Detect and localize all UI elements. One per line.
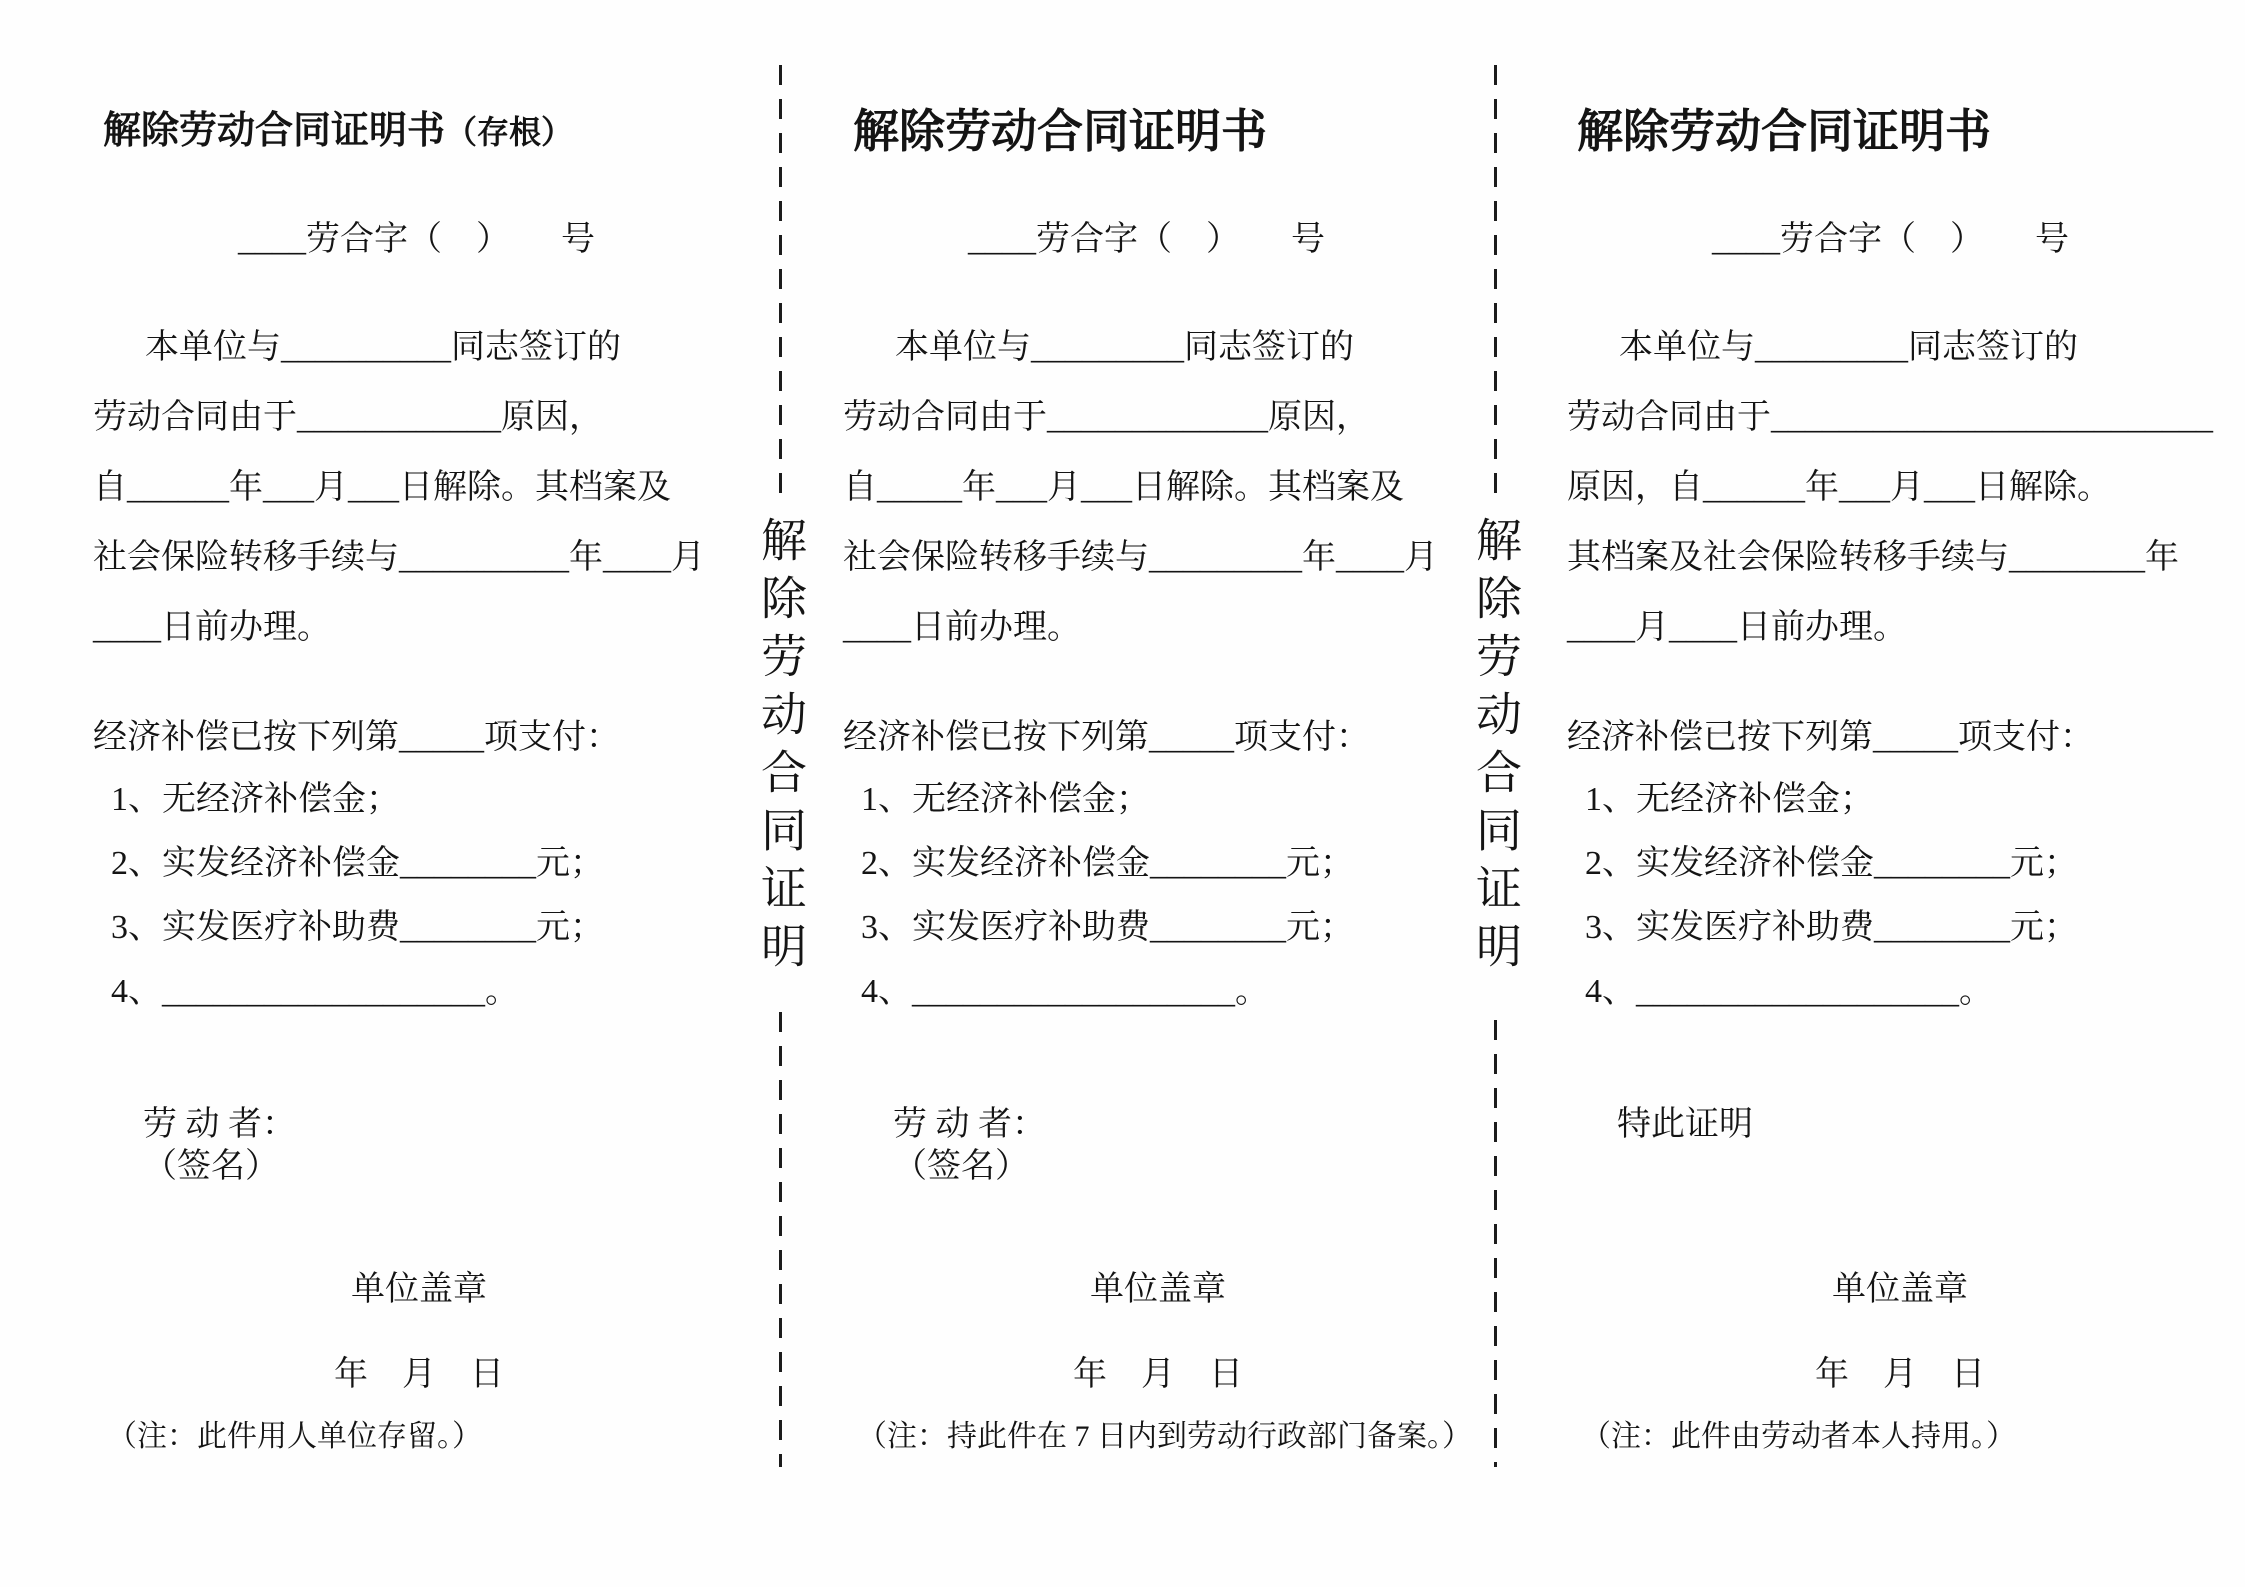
fold-dashed-line-top [779,65,782,500]
compensation-option-4: 4、___________________。 [111,973,519,1010]
fold-line-vertical-label: 解除劳动合同证明 [1470,516,1521,980]
compensation-option-1: 1、无经济补偿金； [111,781,400,818]
form-copy-employee [1567,0,2233,1587]
compensation-options [1585,768,2078,1024]
signature-hint: （签名） [143,1148,279,1185]
compensation-option-1: 1、无经济补偿金； [861,781,1150,818]
body-paragraph [93,313,745,663]
date-line: 年 月 日 [1815,1356,1985,1393]
compensation-option-3: 3、实发医疗补助费________元； [1585,909,2078,946]
compensation-option-2: 2、实发经济补偿金________元； [1585,845,2078,882]
form-title [93,100,745,163]
signature-hint: （签名） [893,1148,1029,1185]
compensation-option-4: 4、___________________。 [1585,973,1993,1010]
date-line: 年 月 日 [1073,1356,1243,1393]
worker-signature-label: 劳 动 者： [893,1106,1046,1143]
fold-dashed-line-bottom [779,1012,782,1467]
body-line: 社会保险转移手续与_________年____月 [843,539,1438,576]
date-line: 年 月 日 [334,1356,504,1393]
form-title-suffix: （存根） [445,114,574,150]
compensation-option-1: 1、无经济补偿金； [1585,781,1874,818]
footnote: （注：此件由劳动者本人持用。） [1581,1420,2016,1453]
compensation-options [861,768,1354,1024]
fold-dashed-line-top [1494,65,1497,503]
body-line: 劳动合同由于____________原因， [93,399,603,436]
form-title-text: 解除劳动合同证明书 [1577,105,1991,157]
reference-number-line: ____劳合字（ ） 号 [1712,221,2069,258]
footnote: （注：持此件在 7 日内到劳动行政部门备案。） [857,1420,1472,1453]
footnote: （注：此件用人单位存留。） [107,1420,482,1453]
worker-signature-block [143,1104,296,1188]
fold-dashed-line-bottom [1494,1020,1497,1467]
body-paragraph [1567,313,2233,663]
body-line: 本单位与_________同志签订的 [1619,329,2078,366]
body-line: 其档案及社会保险转移手续与________年 [1567,539,2179,576]
reference-number-line: ____劳合字（ ） 号 [238,221,595,258]
unit-seal-label: 单位盖章 [351,1271,487,1308]
compensation-options [111,768,604,1024]
body-line: 劳动合同由于_____________原因， [843,399,1370,436]
body-paragraph [843,313,1473,663]
fold-line-vertical-label: 解除劳动合同证明 [755,516,806,980]
body-line: ____日前办理。 [843,609,1081,646]
compensation-intro: 经济补偿已按下列第_____项支付： [843,719,1370,756]
body-line: ____日前办理。 [93,609,331,646]
unit-seal-label: 单位盖章 [1832,1271,1968,1308]
form-copy-stub [93,0,745,1587]
compensation-option-2: 2、实发经济补偿金________元； [861,845,1354,882]
closing-statement: 特此证明 [1617,1106,1753,1143]
compensation-intro: 经济补偿已按下列第_____项支付： [93,719,620,756]
worker-signature-block [893,1104,1046,1188]
body-line: 原因，自______年___月___日解除。 [1567,469,2111,506]
body-line: ____月____日前办理。 [1567,609,1907,646]
form-title [843,100,1473,167]
form-title-text: 解除劳动合同证明书 [853,105,1267,157]
body-line: 社会保险转移手续与__________年____月 [93,539,705,576]
compensation-option-3: 3、实发医疗补助费________元； [861,909,1354,946]
compensation-option-4: 4、___________________。 [861,973,1269,1010]
compensation-option-3: 3、实发医疗补助费________元； [111,909,604,946]
worker-signature-label: 劳 动 者： [143,1106,296,1143]
reference-number-line: ____劳合字（ ） 号 [968,221,1325,258]
unit-seal-label: 单位盖章 [1090,1271,1226,1308]
body-line: 本单位与_________同志签订的 [895,329,1354,366]
body-line: 本单位与__________同志签订的 [145,329,621,366]
body-line: 劳动合同由于__________________________ [1567,399,2213,436]
form-copy-filing [843,0,1473,1587]
compensation-intro: 经济补偿已按下列第_____项支付： [1567,719,2094,756]
form-title-text: 解除劳动合同证明书 [103,110,446,152]
body-line: 自______年___月___日解除。其档案及 [93,469,671,506]
compensation-option-2: 2、实发经济补偿金________元； [111,845,604,882]
form-title [1567,100,2233,167]
body-line: 自_____年___月___日解除。其档案及 [843,469,1404,506]
